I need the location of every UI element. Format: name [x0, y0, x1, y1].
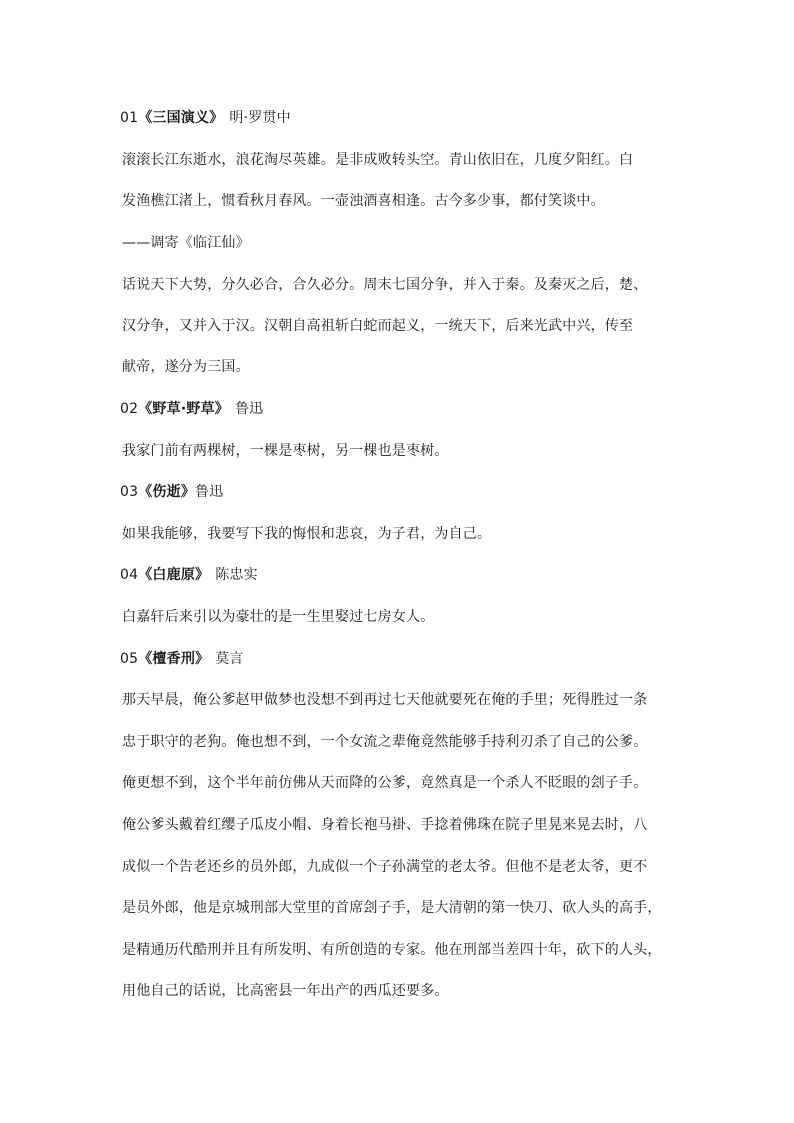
book-title: 《三国演义》: [138, 110, 224, 126]
text-line: 是精通历代酷刑并且有所发明、有所创造的专家。他在刑部当差四十年，砍下的人头，: [122, 942, 662, 958]
text-line: 发渔樵江渚上，惯看秋月春风。一壶浊酒喜相逢。古今多少事，都付笑谈中。: [122, 193, 605, 209]
section-number: 01: [120, 110, 139, 126]
text-line: ——调寄《临江仙》: [122, 235, 250, 251]
section-number: 05: [120, 651, 139, 667]
text-line: 俺更想不到，这个半年前仿佛从天而降的公爹，竟然真是一个杀人不眨眼的刽子手。: [122, 775, 648, 791]
text-line: 滚滚长江东逝水，浪花淘尽英雄。是非成败转头空。青山依旧在，几度夕阳红。白: [122, 152, 634, 168]
text-line: 俺公爹头戴着红缨子瓜皮小帽、身着长袍马褂、手捻着佛珠在院子里晃来晃去时，八: [122, 817, 648, 833]
book-title: 《伤逝》: [138, 484, 196, 500]
text-line: 是员外郎，他是京城刑部大堂里的首席刽子手，是大清朝的第一快刀、砍人头的高手，: [122, 900, 662, 916]
section-number: 02: [120, 401, 139, 417]
book-author: 明·罗贯中: [229, 110, 291, 126]
section-heading: [120, 566, 258, 584]
text-line: 献帝，遂分为三国。: [122, 359, 250, 375]
section-heading: [120, 400, 263, 418]
section-heading: [120, 650, 244, 668]
book-author: 鲁迅: [234, 401, 264, 417]
text-line: 汉分争，又并入于汉。汉朝自高祖斩白蛇而起义，一统天下，后来光武中兴，传至: [122, 318, 634, 334]
book-title: 《白鹿原》: [138, 567, 210, 583]
text-line: 成似一个告老还乡的员外郎，九成似一个子孙满堂的老太爷。但他不是老太爷，更不: [122, 859, 648, 875]
section-number: 03: [120, 484, 139, 500]
text-line: 我家门前有两棵树，一棵是枣树，另一棵也是枣树。: [122, 443, 449, 459]
book-author: 陈忠实: [215, 567, 258, 583]
section-number: 04: [120, 567, 139, 583]
text-line: 话说天下大势，分久必合，合久必分。周末七国分争，并入于秦。及秦灭之后，楚、: [122, 277, 648, 293]
text-line: 忠于职守的老狗。俺也想不到，一个女流之辈俺竟然能够手持利刃杀了自己的公爹。: [122, 734, 648, 750]
book-title: 《野草·野草》: [138, 401, 229, 417]
text-line: 那天早晨，俺公爹赵甲做梦也没想不到再过七天他就要死在俺的手里；死得胜过一条: [122, 692, 648, 708]
text-line: 用他自己的话说，比高密县一年出产的西瓜还要多。: [122, 983, 449, 999]
text-line: 如果我能够，我要写下我的悔恨和悲哀，为子君，为自己。: [122, 526, 492, 542]
book-author: 鲁迅: [195, 484, 224, 500]
book-author: 莫言: [215, 651, 244, 667]
book-title: 《檀香刑》: [138, 651, 210, 667]
section-heading: [120, 109, 291, 127]
text-line: 白嘉轩后来引以为豪壮的是一生里娶过七房女人。: [122, 609, 435, 625]
section-heading: [120, 483, 223, 501]
